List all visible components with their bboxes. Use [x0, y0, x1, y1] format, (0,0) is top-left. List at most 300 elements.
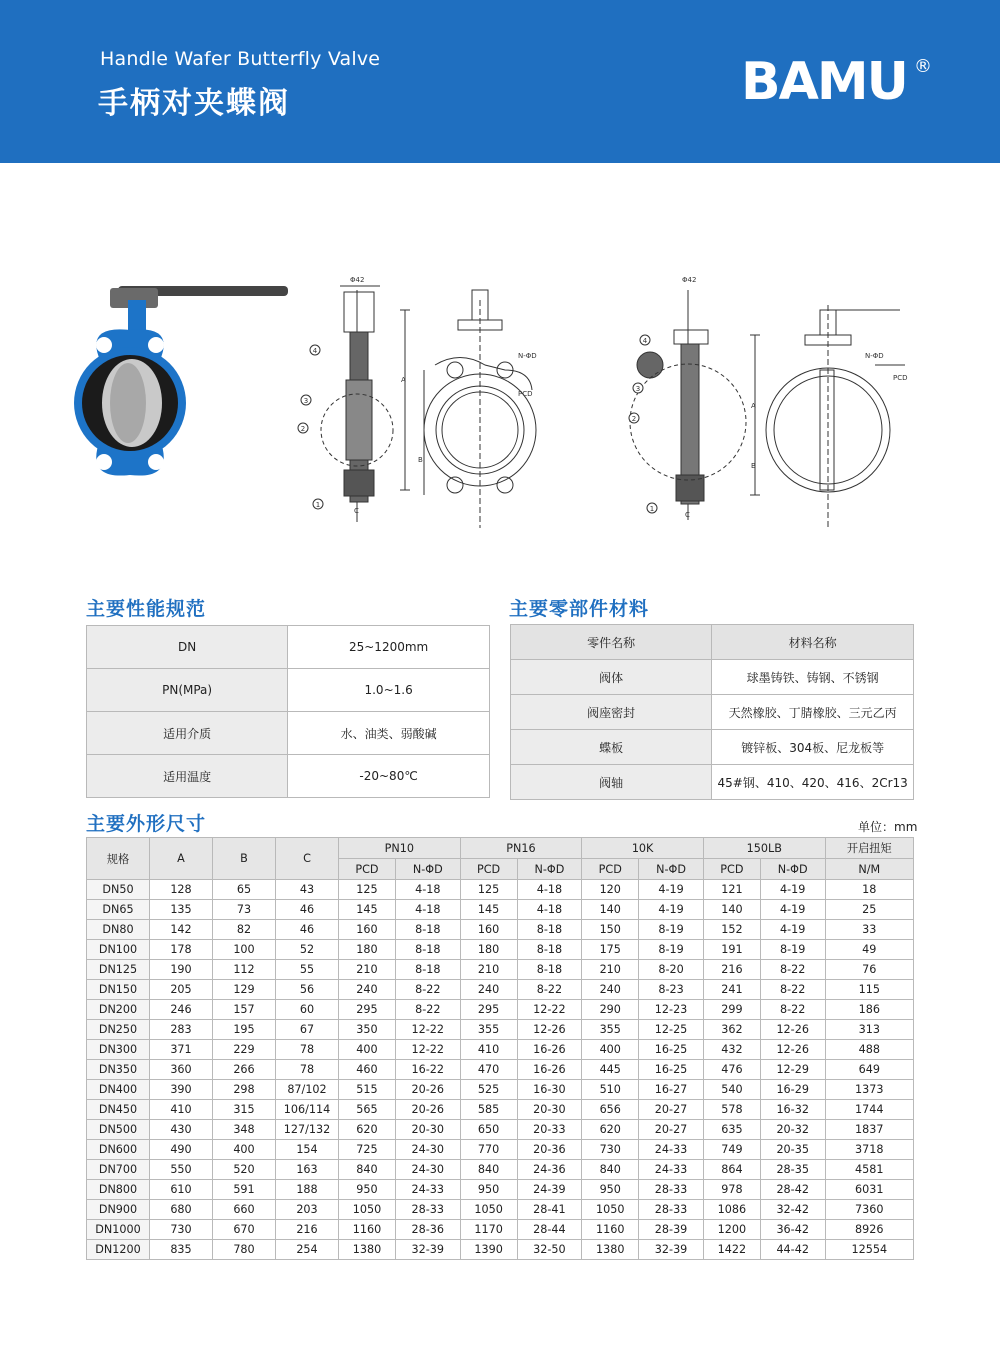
dims-cell: DN50 [87, 880, 150, 900]
dims-cell: 20-30 [517, 1100, 582, 1120]
dims-head-150lb: 150LB [703, 838, 825, 859]
spec-row [87, 626, 490, 669]
dims-cell: DN350 [87, 1060, 150, 1080]
dims-cell: 410 [150, 1100, 213, 1120]
dims-cell: 36-42 [760, 1220, 825, 1240]
label2-a: A [751, 402, 756, 410]
dims-cell: 28-44 [517, 1220, 582, 1240]
dims-cell: DN400 [87, 1080, 150, 1100]
label2-pcd: PCD [893, 374, 908, 382]
dims-cell: 87/102 [276, 1080, 339, 1100]
dims-cell: 680 [150, 1200, 213, 1220]
spec-section-title: 主要性能规范 [86, 598, 207, 620]
dims-cell: 1422 [703, 1240, 760, 1260]
dims-cell: 730 [582, 1140, 639, 1160]
valve-photo [70, 270, 300, 530]
dims-cell: 650 [460, 1120, 517, 1140]
dims-cell: 4-19 [639, 880, 704, 900]
dims-cell: 355 [460, 1020, 517, 1040]
dims-cell: 16-32 [760, 1100, 825, 1120]
dims-table [86, 837, 914, 1260]
dims-cell: 112 [213, 960, 276, 980]
dims-cell: 840 [582, 1160, 639, 1180]
dims-cell: 266 [213, 1060, 276, 1080]
dims-cell: 241 [703, 980, 760, 1000]
dims-head-a: A [150, 838, 213, 880]
dims-subhead-torque-unit: N/M [825, 859, 913, 880]
balloon2-2: 2 [631, 415, 637, 423]
dims-cell: 950 [460, 1180, 517, 1200]
dims-cell: 520 [213, 1160, 276, 1180]
dims-cell: 8-22 [395, 980, 460, 1000]
label-phi42: Φ42 [350, 276, 365, 284]
dims-cell: 175 [582, 940, 639, 960]
dims-subhead-pcd: PCD [582, 859, 639, 880]
dims-subhead-n: N-ΦD [639, 859, 704, 880]
dims-cell: 313 [825, 1020, 913, 1040]
spec-row [87, 712, 490, 755]
dims-unit: 单位：mm [858, 820, 918, 834]
materials-row [511, 730, 914, 765]
spec-row [87, 669, 490, 712]
dims-cell: 12-23 [639, 1000, 704, 1020]
dims-cell: 145 [339, 900, 396, 920]
dims-cell: 299 [703, 1000, 760, 1020]
dims-cell: 216 [276, 1220, 339, 1240]
dims-cell: 125 [339, 880, 396, 900]
materials-material: 45#钢、410、420、416、2Cr13 [712, 765, 914, 800]
spec-table [86, 625, 490, 798]
dims-row [87, 880, 914, 900]
product-figures [70, 270, 930, 540]
dims-cell: 154 [276, 1140, 339, 1160]
dims-cell: 620 [339, 1120, 396, 1140]
dims-cell: DN300 [87, 1040, 150, 1060]
dims-cell: 4-18 [517, 900, 582, 920]
dims-cell: 28-33 [639, 1200, 704, 1220]
dims-cell: 7360 [825, 1200, 913, 1220]
dims-cell: 1050 [582, 1200, 639, 1220]
dims-row [87, 1240, 914, 1260]
dims-cell: 115 [825, 980, 913, 1000]
balloon-2: 2 [300, 425, 306, 433]
dims-cell: 8-22 [760, 1000, 825, 1020]
dims-cell: 129 [213, 980, 276, 1000]
dims-cell: 12-26 [760, 1020, 825, 1040]
dims-cell: 33 [825, 920, 913, 940]
dims-cell: 180 [339, 940, 396, 960]
materials-part: 蝶板 [511, 730, 712, 765]
dims-cell: 488 [825, 1040, 913, 1060]
dims-cell: 8-18 [517, 960, 582, 980]
dims-cell: 8-18 [517, 940, 582, 960]
dims-cell: 8-18 [517, 920, 582, 940]
dims-cell: 210 [582, 960, 639, 980]
dims-cell: 410 [460, 1040, 517, 1060]
dims-cell: 1380 [582, 1240, 639, 1260]
dims-cell: 730 [150, 1220, 213, 1240]
dims-cell: 32-42 [760, 1200, 825, 1220]
spec-key: PN(MPa) [87, 669, 288, 712]
dims-row [87, 1220, 914, 1240]
dims-row [87, 1000, 914, 1020]
product-title-cn: 手柄对夹蝶阀 [98, 86, 290, 121]
dims-cell: 8-19 [639, 920, 704, 940]
dims-cell: 191 [703, 940, 760, 960]
dims-cell: 4-18 [395, 880, 460, 900]
dims-cell: 470 [460, 1060, 517, 1080]
balloon-3: 3 [303, 397, 309, 405]
dims-cell: 24-33 [395, 1180, 460, 1200]
dims-cell: DN100 [87, 940, 150, 960]
dims-cell: 203 [276, 1200, 339, 1220]
dims-cell: 135 [150, 900, 213, 920]
brand-logo: BAMU [741, 52, 907, 112]
dims-cell: 28-33 [395, 1200, 460, 1220]
dims-cell: 254 [276, 1240, 339, 1260]
dims-cell: 978 [703, 1180, 760, 1200]
dims-cell: 780 [213, 1240, 276, 1260]
dims-cell: 430 [150, 1120, 213, 1140]
dims-cell: 67 [276, 1020, 339, 1040]
dims-cell: 749 [703, 1140, 760, 1160]
dims-cell: 510 [582, 1080, 639, 1100]
dims-cell: 515 [339, 1080, 396, 1100]
dims-cell: 186 [825, 1000, 913, 1020]
dims-cell: 18 [825, 880, 913, 900]
label2-n-phi-d: N-ΦD [865, 352, 884, 360]
dims-row [87, 1140, 914, 1160]
dims-cell: DN450 [87, 1100, 150, 1120]
dims-cell: 142 [150, 920, 213, 940]
dims-cell: DN1200 [87, 1240, 150, 1260]
dims-subhead-n: N-ΦD [395, 859, 460, 880]
dims-cell: 128 [150, 880, 213, 900]
dims-cell: 32-50 [517, 1240, 582, 1260]
dims-cell: 56 [276, 980, 339, 1000]
label2-phi42: Φ42 [682, 276, 697, 284]
dims-cell: 16-29 [760, 1080, 825, 1100]
dims-cell: 8-23 [639, 980, 704, 1000]
dims-cell: 295 [339, 1000, 396, 1020]
dims-cell: 4-18 [517, 880, 582, 900]
label-b: B [418, 456, 423, 464]
materials-part: 阀轴 [511, 765, 712, 800]
dims-subhead-n: N-ΦD [760, 859, 825, 880]
dims-cell: 240 [460, 980, 517, 1000]
dims-cell: 20-33 [517, 1120, 582, 1140]
dims-cell: 16-26 [517, 1040, 582, 1060]
dims-cell: DN700 [87, 1160, 150, 1180]
materials-table [510, 624, 914, 800]
dims-cell: 12-26 [517, 1020, 582, 1040]
dims-cell: 12554 [825, 1240, 913, 1260]
dims-cell: 24-30 [395, 1140, 460, 1160]
balloon-1: 1 [315, 501, 321, 509]
dims-cell: 840 [339, 1160, 396, 1180]
dims-cell: 362 [703, 1020, 760, 1040]
dims-cell: 1380 [339, 1240, 396, 1260]
dims-cell: 12-22 [395, 1040, 460, 1060]
dims-cell: 3718 [825, 1140, 913, 1160]
dims-cell: 8-19 [639, 940, 704, 960]
balloon2-4: 4 [642, 337, 648, 345]
dims-head-pn16: PN16 [460, 838, 582, 859]
dims-cell: 550 [150, 1160, 213, 1180]
dims-cell: DN500 [87, 1120, 150, 1140]
dims-cell: 246 [150, 1000, 213, 1020]
dims-cell: 290 [582, 1000, 639, 1020]
dims-head-c: C [276, 838, 339, 880]
dims-cell: 770 [460, 1140, 517, 1160]
materials-head-part: 零件名称 [511, 625, 712, 660]
dims-subhead-pcd: PCD [460, 859, 517, 880]
dims-cell: 46 [276, 920, 339, 940]
dims-cell: 16-27 [639, 1080, 704, 1100]
dims-cell: 8-20 [639, 960, 704, 980]
materials-row [511, 765, 914, 800]
dims-cell: 400 [213, 1140, 276, 1160]
dims-cell: 432 [703, 1040, 760, 1060]
dims-row [87, 1180, 914, 1200]
dims-cell: 8-22 [760, 960, 825, 980]
dims-cell: 12-22 [395, 1020, 460, 1040]
dims-cell: 1744 [825, 1100, 913, 1120]
dims-cell: 1050 [339, 1200, 396, 1220]
dims-cell: 670 [213, 1220, 276, 1240]
dims-cell: 100 [213, 940, 276, 960]
dims-cell: 28-33 [639, 1180, 704, 1200]
dims-row [87, 920, 914, 940]
dims-cell: 355 [582, 1020, 639, 1040]
spec-key: DN [87, 626, 288, 669]
dims-cell: 400 [582, 1040, 639, 1060]
materials-part: 阀座密封 [511, 695, 712, 730]
dims-row [87, 1120, 914, 1140]
dims-cell: 12-22 [517, 1000, 582, 1020]
dims-cell: 152 [703, 920, 760, 940]
dims-cell: 20-27 [639, 1100, 704, 1120]
dims-cell: 188 [276, 1180, 339, 1200]
dims-cell: 24-39 [517, 1180, 582, 1200]
dims-cell: 28-35 [760, 1160, 825, 1180]
dims-cell: 229 [213, 1040, 276, 1060]
materials-material: 天然橡胶、丁腈橡胶、三元乙丙 [712, 695, 914, 730]
dims-cell: 348 [213, 1120, 276, 1140]
dims-row [87, 1160, 914, 1180]
dims-cell: 540 [703, 1080, 760, 1100]
dims-cell: 4-19 [760, 880, 825, 900]
product-title-en: Handle Wafer Butterfly Valve [100, 48, 381, 70]
balloon2-3: 3 [635, 385, 641, 393]
dims-cell: 78 [276, 1040, 339, 1060]
dims-cell: 178 [150, 940, 213, 960]
materials-head-material: 材料名称 [712, 625, 914, 660]
dims-cell: 864 [703, 1160, 760, 1180]
label2-c: C [685, 511, 690, 519]
dims-cell: 4581 [825, 1160, 913, 1180]
spec-key: 适用介质 [87, 712, 288, 755]
dims-cell: 32-39 [639, 1240, 704, 1260]
dims-cell: 298 [213, 1080, 276, 1100]
spec-row [87, 755, 490, 798]
dims-cell: 28-42 [760, 1180, 825, 1200]
dims-cell: 649 [825, 1060, 913, 1080]
dims-cell: 8-18 [395, 960, 460, 980]
registered-mark: ® [914, 56, 932, 77]
materials-section-title: 主要零部件材料 [509, 598, 650, 620]
dims-cell: 610 [150, 1180, 213, 1200]
dims-cell: 12-26 [760, 1040, 825, 1060]
dims-head-spec: 规格 [87, 838, 150, 880]
dims-cell: 1160 [339, 1220, 396, 1240]
dims-row [87, 1020, 914, 1040]
dims-cell: 8-18 [395, 920, 460, 940]
dims-cell: 445 [582, 1060, 639, 1080]
dims-cell: 120 [582, 880, 639, 900]
dims-cell: 476 [703, 1060, 760, 1080]
dims-cell: 1170 [460, 1220, 517, 1240]
balloon2-1: 1 [649, 505, 655, 513]
dims-cell: 283 [150, 1020, 213, 1040]
dims-cell: 16-26 [517, 1060, 582, 1080]
spec-key: 适用温度 [87, 755, 288, 798]
dims-cell: 20-27 [639, 1120, 704, 1140]
dims-row [87, 1100, 914, 1120]
dims-cell: 12-29 [760, 1060, 825, 1080]
dims-cell: DN65 [87, 900, 150, 920]
dims-cell: 28-39 [639, 1220, 704, 1240]
dims-cell: 49 [825, 940, 913, 960]
dims-cell: DN1000 [87, 1220, 150, 1240]
dims-cell: 210 [460, 960, 517, 980]
dims-cell: 315 [213, 1100, 276, 1120]
dims-cell: 24-30 [395, 1160, 460, 1180]
dims-cell: 16-30 [517, 1080, 582, 1100]
dims-cell: 8926 [825, 1220, 913, 1240]
dims-cell: 190 [150, 960, 213, 980]
dims-cell: 210 [339, 960, 396, 980]
dims-cell: 73 [213, 900, 276, 920]
dims-cell: 150 [582, 920, 639, 940]
dims-cell: 390 [150, 1080, 213, 1100]
label-c: C [354, 507, 359, 515]
dims-cell: 43 [276, 880, 339, 900]
dims-cell: DN200 [87, 1000, 150, 1020]
dims-cell: 16-25 [639, 1040, 704, 1060]
dims-head-10k: 10K [582, 838, 704, 859]
dims-cell: 565 [339, 1100, 396, 1120]
dims-cell: 216 [703, 960, 760, 980]
dims-cell: 140 [703, 900, 760, 920]
dims-cell: 1837 [825, 1120, 913, 1140]
dims-cell: 127/132 [276, 1120, 339, 1140]
dims-cell: 20-32 [760, 1120, 825, 1140]
dims-cell: 460 [339, 1060, 396, 1080]
dims-cell: 25 [825, 900, 913, 920]
dims-cell: 160 [460, 920, 517, 940]
dims-cell: 78 [276, 1060, 339, 1080]
dims-cell: 350 [339, 1020, 396, 1040]
dims-cell: 578 [703, 1100, 760, 1120]
dims-cell: 835 [150, 1240, 213, 1260]
dims-subhead-pcd: PCD [703, 859, 760, 880]
dims-cell: DN900 [87, 1200, 150, 1220]
dims-head-b: B [213, 838, 276, 880]
dims-cell: 660 [213, 1200, 276, 1220]
materials-header-row [511, 625, 914, 660]
spec-value: 水、油类、弱酸碱 [288, 712, 490, 755]
dims-cell: 163 [276, 1160, 339, 1180]
dims-cell: DN125 [87, 960, 150, 980]
dims-cell: 160 [339, 920, 396, 940]
dims-cell: 12-25 [639, 1020, 704, 1040]
dims-cell: 157 [213, 1000, 276, 1020]
dims-cell: DN800 [87, 1180, 150, 1200]
dims-cell: 591 [213, 1180, 276, 1200]
dims-row [87, 960, 914, 980]
dims-cell: 46 [276, 900, 339, 920]
dims-cell: 585 [460, 1100, 517, 1120]
dims-cell: 106/114 [276, 1100, 339, 1120]
dims-cell: 360 [150, 1060, 213, 1080]
dims-cell: 950 [339, 1180, 396, 1200]
dims-row [87, 980, 914, 1000]
spec-value: -20~80℃ [288, 755, 490, 798]
dims-cell: 400 [339, 1040, 396, 1060]
dims-cell: 24-33 [639, 1140, 704, 1160]
dims-cell: 8-22 [517, 980, 582, 1000]
dims-cell: 8-18 [395, 940, 460, 960]
dims-cell: 205 [150, 980, 213, 1000]
dims-cell: 180 [460, 940, 517, 960]
materials-material: 镀锌板、304板、尼龙板等 [712, 730, 914, 765]
dims-cell: 8-22 [760, 980, 825, 1000]
section-drawing-1 [300, 270, 537, 540]
dims-head-pn10: PN10 [339, 838, 461, 859]
label2-b: B [751, 462, 756, 470]
dims-cell: 32-39 [395, 1240, 460, 1260]
dims-row [87, 900, 914, 920]
dims-cell: 371 [150, 1040, 213, 1060]
dims-cell: 82 [213, 920, 276, 940]
balloon-4: 4 [312, 347, 318, 355]
section-drawing-2 [630, 270, 930, 540]
dims-cell: 240 [339, 980, 396, 1000]
dims-cell: 121 [703, 880, 760, 900]
dims-cell: 1373 [825, 1080, 913, 1100]
dims-cell: 525 [460, 1080, 517, 1100]
dims-cell: 8-22 [395, 1000, 460, 1020]
dims-cell: 52 [276, 940, 339, 960]
dims-cell: 4-18 [395, 900, 460, 920]
dims-cell: 28-36 [395, 1220, 460, 1240]
dims-cell: 635 [703, 1120, 760, 1140]
dims-cell: 20-26 [395, 1100, 460, 1120]
dims-row [87, 1200, 914, 1220]
dims-cell: 240 [582, 980, 639, 1000]
dims-cell: DN150 [87, 980, 150, 1000]
label-pcd: PCD [518, 390, 533, 398]
dims-cell: 295 [460, 1000, 517, 1020]
label-a: A [401, 376, 406, 384]
dims-cell: 1390 [460, 1240, 517, 1260]
dims-row [87, 940, 914, 960]
dims-row [87, 1040, 914, 1060]
label-n-phi-d: N-ΦD [518, 352, 537, 360]
dims-cell: 28-41 [517, 1200, 582, 1220]
dims-cell: 4-19 [639, 900, 704, 920]
